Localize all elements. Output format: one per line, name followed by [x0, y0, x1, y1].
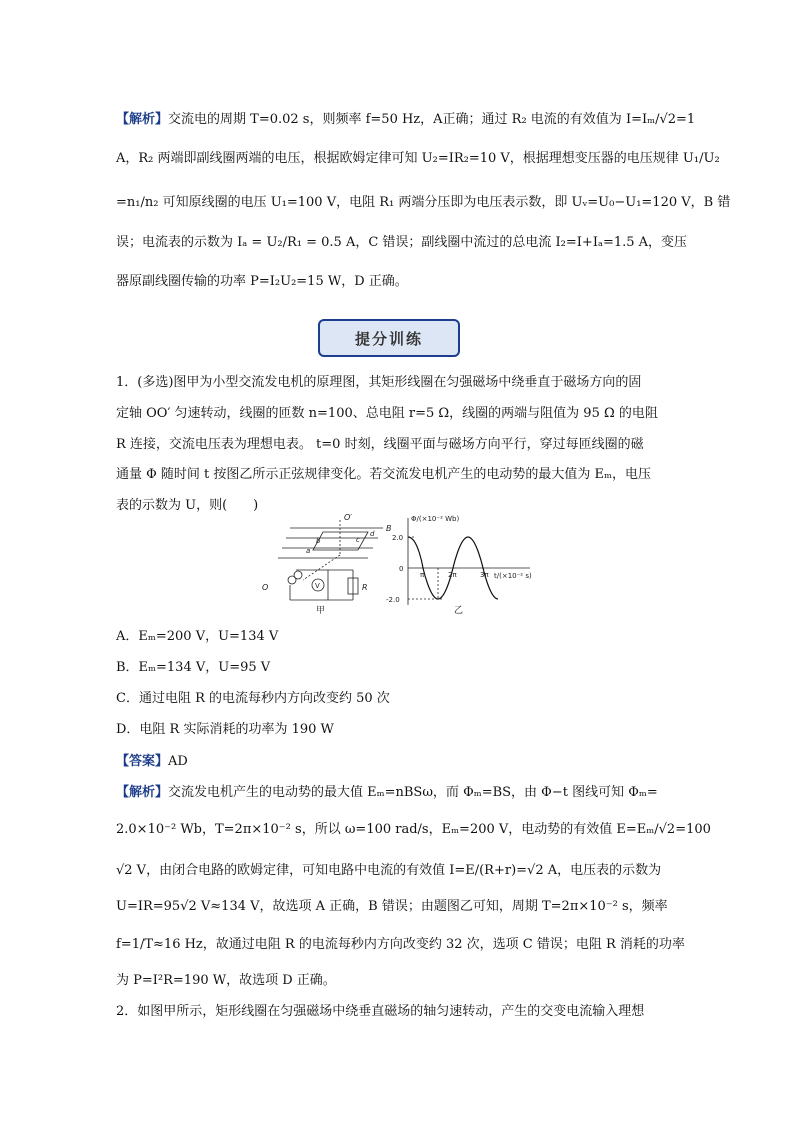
label-yi: 乙: [454, 606, 464, 616]
answer-value: AD: [168, 754, 188, 769]
option-a: A．Eₘ=200 V，U=134 V: [116, 629, 279, 644]
question1-line5: 表的示数为 U，则( ): [116, 498, 259, 513]
question1-line3: R 连接，交流电压表为理想电表。 t=0 时刻，线圈平面与磁场方向平行，穿过每匝线圈的磁: [116, 437, 644, 452]
label-o: O: [262, 583, 269, 592]
question-figure: [258, 510, 540, 618]
question1-line1: 1．(多选)图甲为小型交流发电机的原理图，其矩形线圈在匀强磁场中绕垂直于磁场方向的固: [116, 375, 642, 390]
analysis1-line1: 【解析】交流电的周期 T=0.02 s，则频率 f=50 Hz，A正确；通过 R₂ 电流的有效值为 I=Iₘ/√2=1: [116, 112, 696, 127]
flux-chart: [408, 518, 530, 605]
y-axis-label: Φ/(×10⁻² Wb): [411, 515, 460, 523]
analysis-tag: 【解析】: [116, 785, 169, 800]
label-v: V: [315, 582, 320, 590]
label-b: B: [386, 524, 392, 533]
label-o-prime: O′: [344, 513, 353, 522]
label-jia: 甲: [316, 606, 326, 616]
x-axis-label: t/(×10⁻² s): [494, 572, 532, 580]
option-c: C．通过电阻 R 的电流每秒内方向改变约 50 次: [116, 691, 390, 706]
label-b-corner: b: [316, 537, 321, 545]
label-d: d: [370, 530, 375, 538]
label-a: a: [306, 547, 311, 555]
analysis1-line3: =n₁/n₂ 可知原线圈的电压 U₁=100 V，电阻 R₁ 两端分压即为电压表示数，即 Uᵥ=U₀−U₁=120 V，B 错: [116, 195, 731, 210]
analysis1-line2: A，R₂ 两端即副线圈两端的电压，根据欧姆定律可知 U₂=IR₂=10 V，根据理想变压器的电压规律 U₁/U₂: [116, 151, 720, 166]
y-bottom-tick: -2.0: [386, 596, 400, 604]
analysis2-line3: √2 V，由闭合电路的欧姆定律，可知电路中电流的有效值 I=E/(R+r)=√2 A，电压表的示数为: [116, 863, 662, 878]
x-2pi-tick: 2π: [448, 571, 457, 579]
option-d: D．电阻 R 实际消耗的功率为 190 W: [116, 722, 334, 737]
x-pi-tick: π: [420, 571, 425, 579]
option-b: B．Eₘ=134 V，U=95 V: [116, 660, 271, 675]
question1-line2: 定轴 OO′ 匀速转动，线圈的匝数 n=100、总电阻 r=5 Ω，线圈的两端与阻值为 95 Ω 的电阻: [116, 406, 658, 421]
label-c: c: [356, 536, 360, 544]
label-r: R: [362, 583, 368, 592]
section-title-box: [318, 319, 460, 357]
answer-line: [116, 750, 188, 769]
answer-tag: 【答案】: [116, 754, 169, 769]
y-zero-tick: 0: [399, 565, 404, 573]
x-3pi-tick: 3π: [480, 571, 489, 579]
question1-line4: 通量 Φ 随时间 t 按图乙所示正弦规律变化。若交流发电机产生的电动势的最大值为 Eₘ，电压: [116, 467, 652, 482]
y-top-tick: 2.0: [392, 534, 404, 542]
analysis1-line4: 误；电流表的示数为 Iₐ = U₂/R₁ = 0.5 A，C 错误；副线圈中流过的总电流 I₂=I+Iₐ=1.5 A，变压: [116, 235, 688, 250]
question2-line1: 2．如图甲所示，矩形线圈在匀强磁场中绕垂直磁场的轴匀速转动，产生的交变电流输入理想: [116, 1004, 645, 1019]
analysis2-line2: 2.0×10⁻² Wb，T=2π×10⁻² s，所以 ω=100 rad/s，Eₘ=200 V，电动势的有效值 E=Eₘ/√2=100: [116, 822, 711, 837]
analysis2-line4: U=IR=95√2 V≈134 V，故选项 A 正确，B 错误；由题图乙可知，周期 T=2π×10⁻² s，频率: [116, 899, 668, 914]
analysis2-line6: 为 P=I²R=190 W，故选项 D 正确。: [116, 973, 336, 988]
analysis2-line1: 【解析】交流发电机产生的电动势的最大值 Eₘ=nBSω，而 Φₘ=BS，由 Φ−t 图线可知 Φₘ=: [116, 785, 658, 800]
section-title: 提分训练: [354, 329, 423, 348]
analysis1-line5: 器原副线圈传输的功率 P=I₂U₂=15 W，D 正确。: [116, 274, 408, 289]
analysis-tag: 【解析】: [116, 112, 169, 127]
analysis2-line5: f=1/T≈16 Hz，故通过电阻 R 的电流每秒内方向改变约 32 次，选项 C 错误；电阻 R 消耗的功率: [116, 937, 685, 952]
